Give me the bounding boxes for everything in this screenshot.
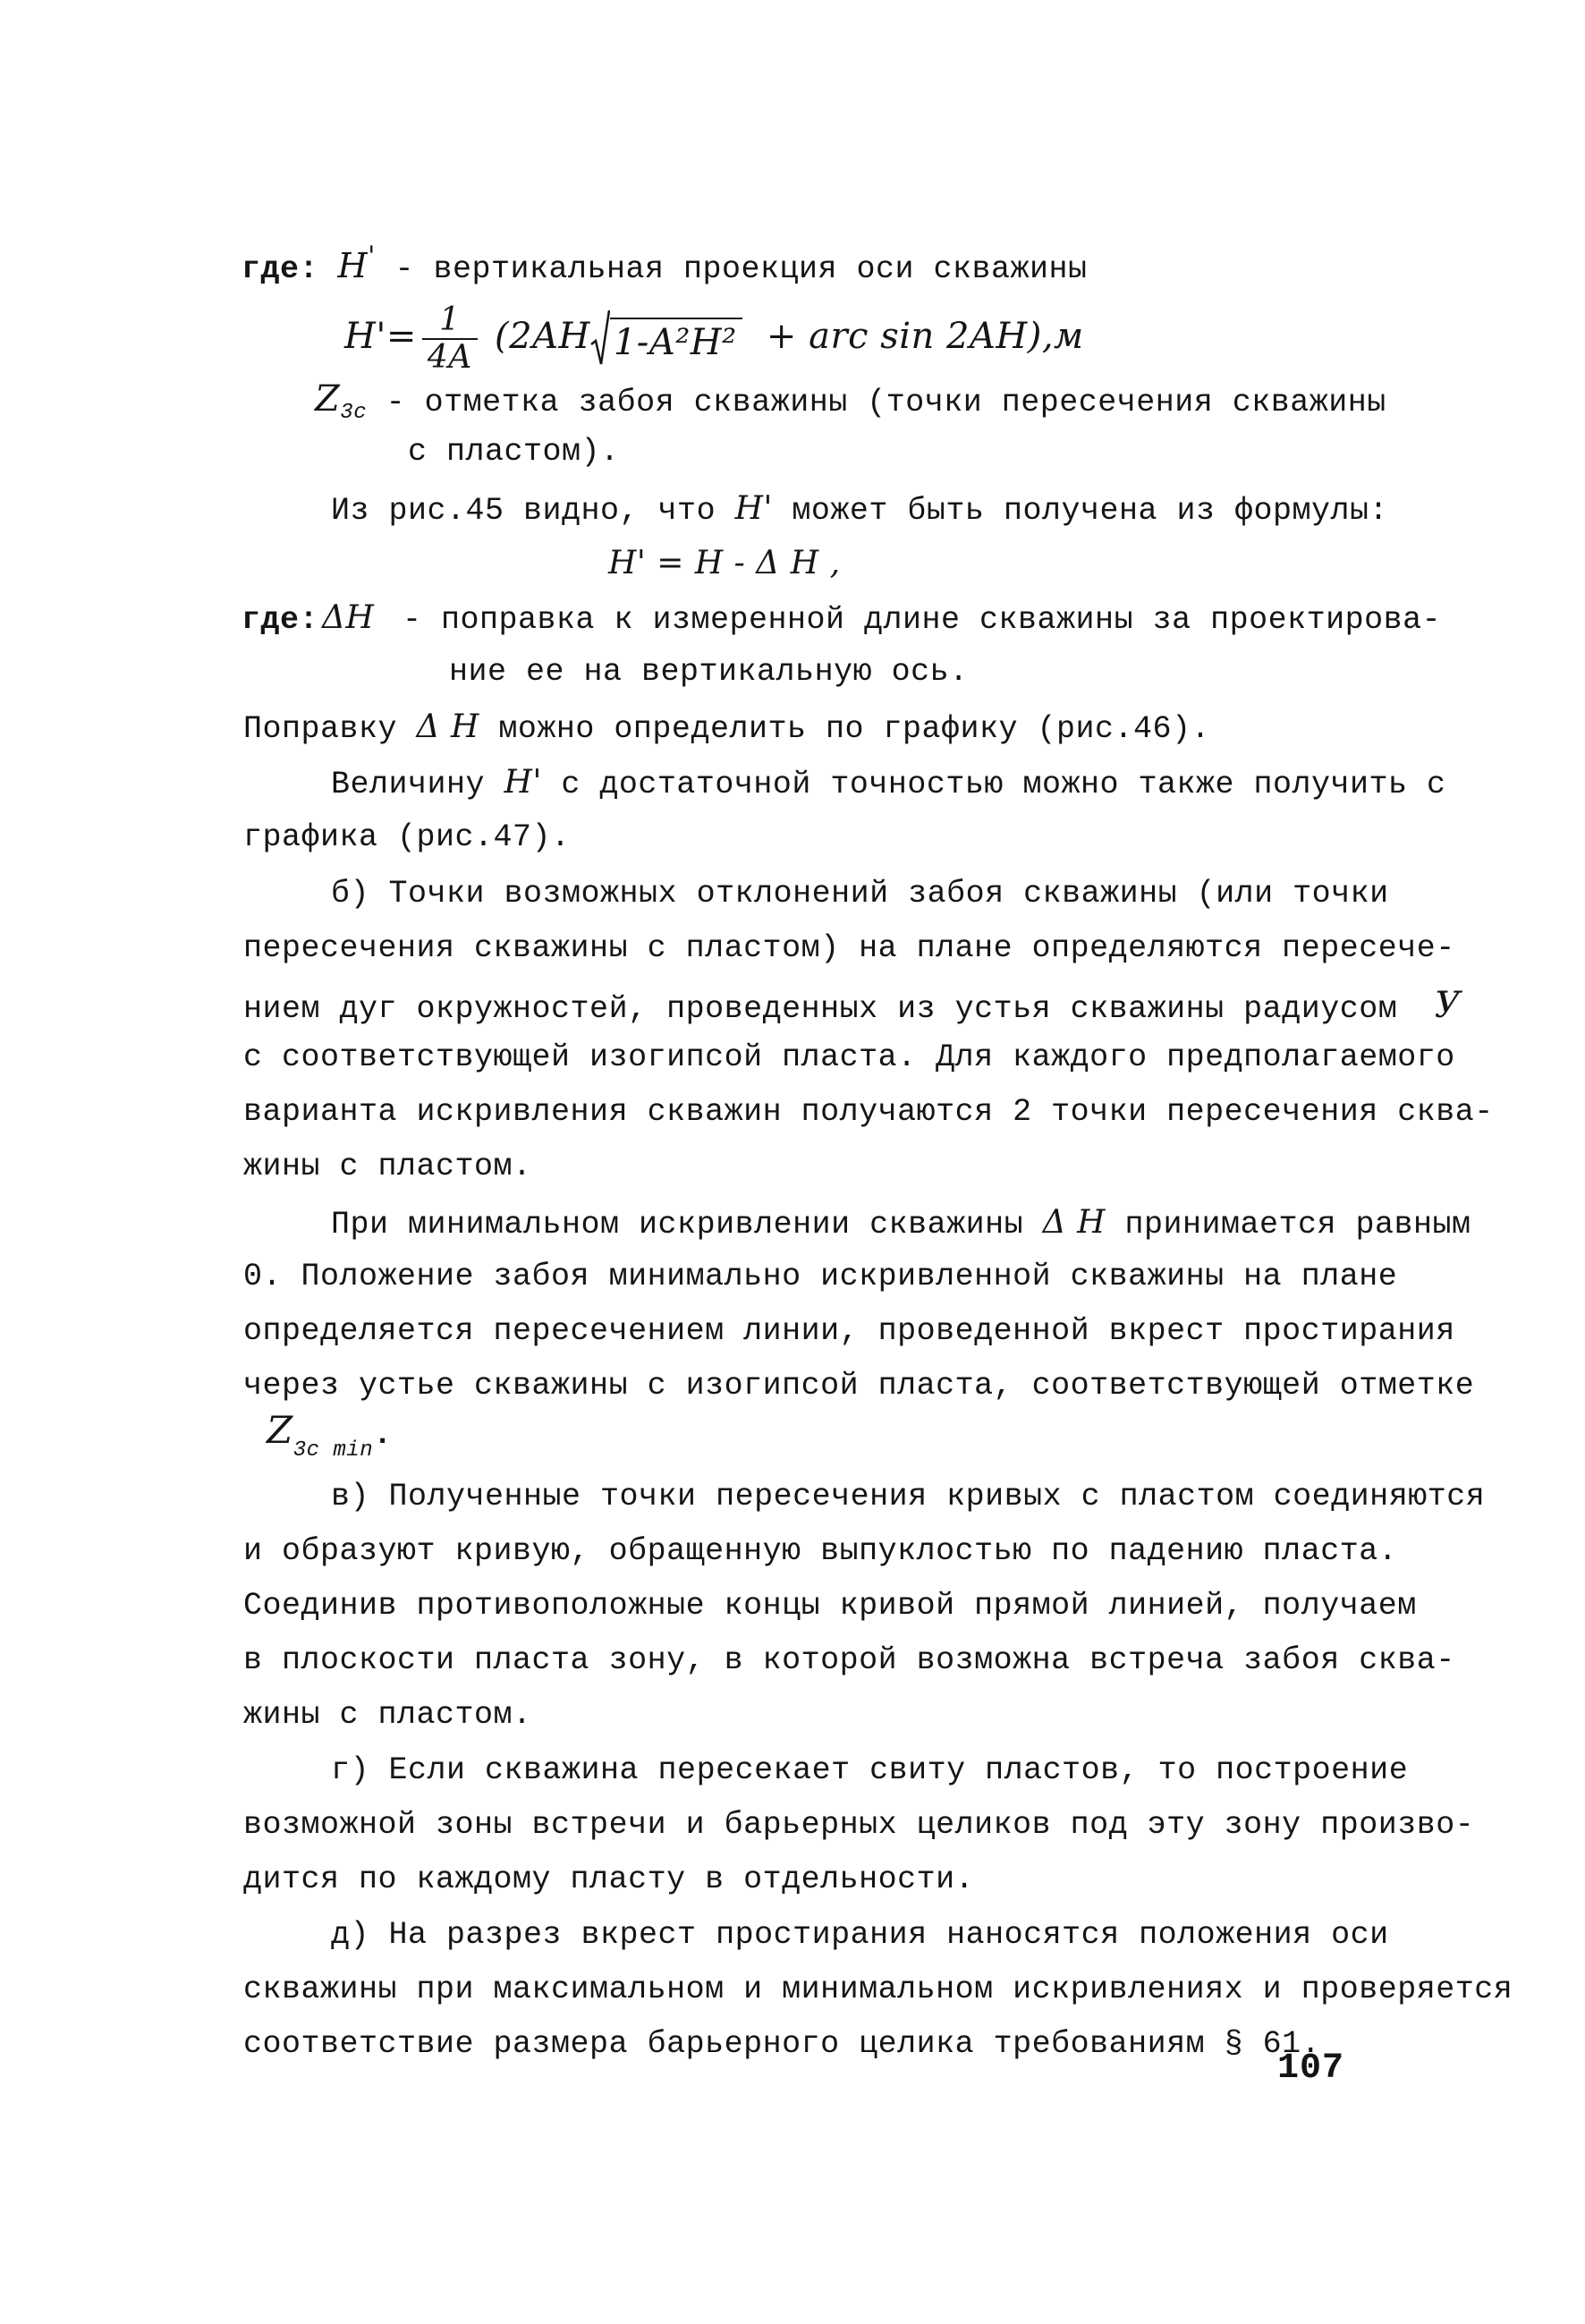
paragraph-g-line: дится по каждому пласту в отдельности. <box>243 1862 975 1897</box>
paragraph-v-line: Соединив противоположные концы кривой прямой линией, получаем <box>243 1588 1417 1624</box>
formula-h-prime-difference: H' = H - Δ H , <box>608 545 841 581</box>
text-fragment: принимается равным <box>1124 1207 1471 1243</box>
where-label: где: <box>242 251 319 287</box>
variable-h-prime: H' <box>504 764 542 801</box>
definition-text: - вертикальная проекция оси скважины <box>394 251 1088 287</box>
definition-z3c <box>315 378 1386 425</box>
variable-z-subscript: 3c <box>340 401 368 425</box>
text-line: с пластом). <box>408 434 620 470</box>
text-line: ние ее на вертикальную ось. <box>449 654 969 690</box>
paragraph-v-line: и образуют кривую, обращенную выпуклостью по падению пласта. <box>243 1533 1398 1569</box>
text-line <box>331 764 1446 802</box>
text-fragment: Из рис.45 видно, что <box>331 493 716 529</box>
sentence-end: . <box>373 1417 393 1453</box>
paragraph-v-line: жины с пластом. <box>243 1697 532 1733</box>
text-fragment: с достаточной точностью можно также получить с <box>561 767 1446 802</box>
text-fragment: Величину <box>331 767 486 802</box>
variable-h-prime: H' <box>734 490 773 527</box>
paragraph-d-line: д) На разрез вкрест простирания наносятся положения оси <box>331 1917 1389 1953</box>
paragraph-min-line: определяется пересечением линии, проведенной вкрест простирания <box>243 1313 1455 1349</box>
text-fragment: нием дуг окружностей, проведенных из устья скважины радиусом <box>243 991 1398 1027</box>
radicand: 1-A²H² <box>610 318 742 360</box>
paragraph-b-line: с соответствующей изогипсой пласта. Для каждого предполагаемого <box>243 1039 1455 1075</box>
variable-delta-h: Δ H <box>1042 1204 1106 1241</box>
paragraph-v-line: в) Полученные точки пересечения кривых с пластом соединяются <box>331 1479 1486 1514</box>
variable-z-subscript: 3c min <box>292 1438 374 1463</box>
variable-radius-y: У <box>1434 985 1462 1026</box>
formula-open: (2AH <box>495 316 590 357</box>
definition-h-prime <box>242 243 1088 285</box>
variable-delta-h: ΔH <box>322 599 375 636</box>
text-line <box>243 708 1211 747</box>
text-fragment: может быть получена из формулы: <box>792 493 1389 529</box>
text-fragment: При минимальном искривлении скважины <box>331 1207 1024 1243</box>
formula-tail: + arc sin 2AH),м <box>766 316 1084 357</box>
page-number: 107 <box>1277 2048 1345 2089</box>
paragraph-d-line: скважины при максимальном и минимальном искривлениях и проверяется <box>243 1972 1513 2007</box>
formula-lhs: H'= <box>344 316 417 357</box>
variable-z: Z <box>267 1408 293 1452</box>
paragraph-d-line: соответствие размера барьерного целика требованиям § 61. <box>243 2026 1321 2062</box>
text-fragment: Поправку <box>243 711 398 747</box>
text-line: графика (рис.47). <box>243 819 571 855</box>
fraction-denominator: 4A <box>422 338 478 374</box>
paragraph-v-line: в плоскости пласта зону, в которой возможна встреча забоя сква- <box>243 1642 1455 1678</box>
where-label: где: <box>242 602 319 638</box>
square-root <box>590 318 742 363</box>
text-line <box>331 490 1389 529</box>
paragraph-b-line: пересечения скважины с пластом) на плане определяются пересече- <box>243 930 1455 966</box>
fraction <box>422 301 478 376</box>
radical-sign-icon <box>590 309 610 366</box>
variable-h: H <box>337 246 369 285</box>
definition-delta-h <box>242 599 1442 638</box>
prime-mark: ' <box>368 241 376 272</box>
paragraph-b-line: жины с пластом. <box>243 1149 532 1184</box>
paragraph-min-line <box>331 1204 1471 1243</box>
paragraph-min-line: 0. Положение забоя минимально искривленной скважины на плане <box>243 1259 1398 1294</box>
fraction-numerator: 1 <box>439 301 461 338</box>
formula-h-prime <box>344 301 1084 376</box>
definition-text: - поправка к измеренной длине скважины за проектирова- <box>402 602 1442 638</box>
paragraph-min-line: через устье скважины с изогипсой пласта, соответствующей отметке <box>243 1368 1475 1404</box>
text-fragment: можно определить по графику (рис.46). <box>498 711 1211 747</box>
paragraph-b-line: варианта искривления скважин получаются 2 точки пересечения сква- <box>243 1094 1494 1130</box>
paragraph-b-line <box>243 985 1462 1027</box>
variable-z: Z <box>315 378 341 420</box>
paragraph-g-line: возможной зоны встречи и барьерных целиков под эту зону произво- <box>243 1807 1475 1843</box>
variable-delta-h: Δ H <box>416 708 479 745</box>
paragraph-b-line: б) Точки возможных отклонений забоя скважины (или точки <box>331 876 1389 912</box>
variable-z3c-min <box>267 1408 393 1463</box>
definition-text: - отметка забоя скважины (точки пересечения скважины <box>386 385 1386 420</box>
paragraph-g-line: г) Если скважина пересекает свиту пластов, то построение <box>331 1752 1409 1788</box>
